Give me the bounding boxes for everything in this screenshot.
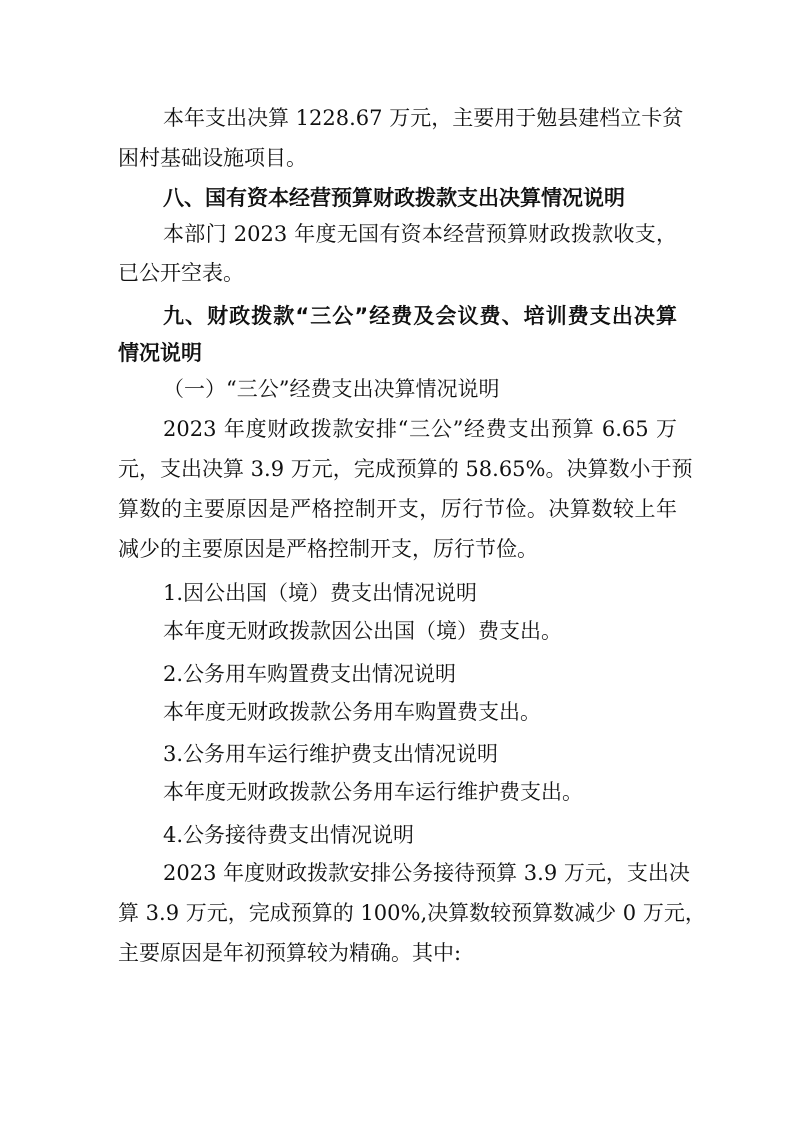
- paragraph-line: 元，支出决算 3.9 万元，完成预算的 58.65%。决算数小于预: [118, 457, 693, 481]
- paragraph-line: 算 3.9 万元，完成预算的 100%,决算数较预算数减少 0 万元，: [118, 901, 706, 925]
- paragraph-line: 已公开空表。: [118, 261, 244, 285]
- paragraph-line: 本部门 2023 年度无国有资本经营预算财政拨款收支，: [163, 222, 677, 246]
- item-heading: 3.公务用车运行维护费支出情况说明: [163, 742, 499, 766]
- paragraph-line: 本年度无财政拨款公务用车运行维护费支出。: [163, 780, 583, 804]
- paragraph-line: 2023 年度财政拨款安排“三公”经费支出预算 6.65 万: [163, 417, 677, 441]
- section-heading: 八、国有资本经营预算财政拨款支出决算情况说明: [163, 186, 625, 210]
- section-heading: 情况说明: [118, 341, 202, 365]
- paragraph-line: 本年支出决算 1228.67 万元，主要用于勉县建档立卡贫: [163, 106, 684, 130]
- item-heading: 4.公务接待费支出情况说明: [163, 823, 415, 847]
- paragraph-line: 2023 年度财政拨款安排公务接待预算 3.9 万元，支出决: [163, 861, 690, 885]
- paragraph-line: 算数的主要原因是严格控制开支，厉行节俭。决算数较上年: [118, 497, 677, 521]
- subsection-heading: （一）“三公”经费支出决算情况说明: [163, 377, 500, 401]
- section-heading: 九、财政拨款“三公”经费及会议费、培训费支出决算: [163, 304, 677, 328]
- item-heading: 1.因公出国（境）费支出情况说明: [163, 581, 478, 605]
- item-heading: 2.公务用车购置费支出情况说明: [163, 662, 457, 686]
- paragraph-line: 困村基础设施项目。: [118, 146, 307, 170]
- paragraph-line: 本年度无财政拨款公务用车购置费支出。: [163, 700, 541, 724]
- paragraph-line: 本年度无财政拨款因公出国（境）费支出。: [163, 619, 562, 643]
- paragraph-line: 减少的主要原因是严格控制开支，厉行节俭。: [118, 537, 538, 561]
- paragraph-line: 主要原因是年初预算较为精确。其中:: [118, 941, 462, 965]
